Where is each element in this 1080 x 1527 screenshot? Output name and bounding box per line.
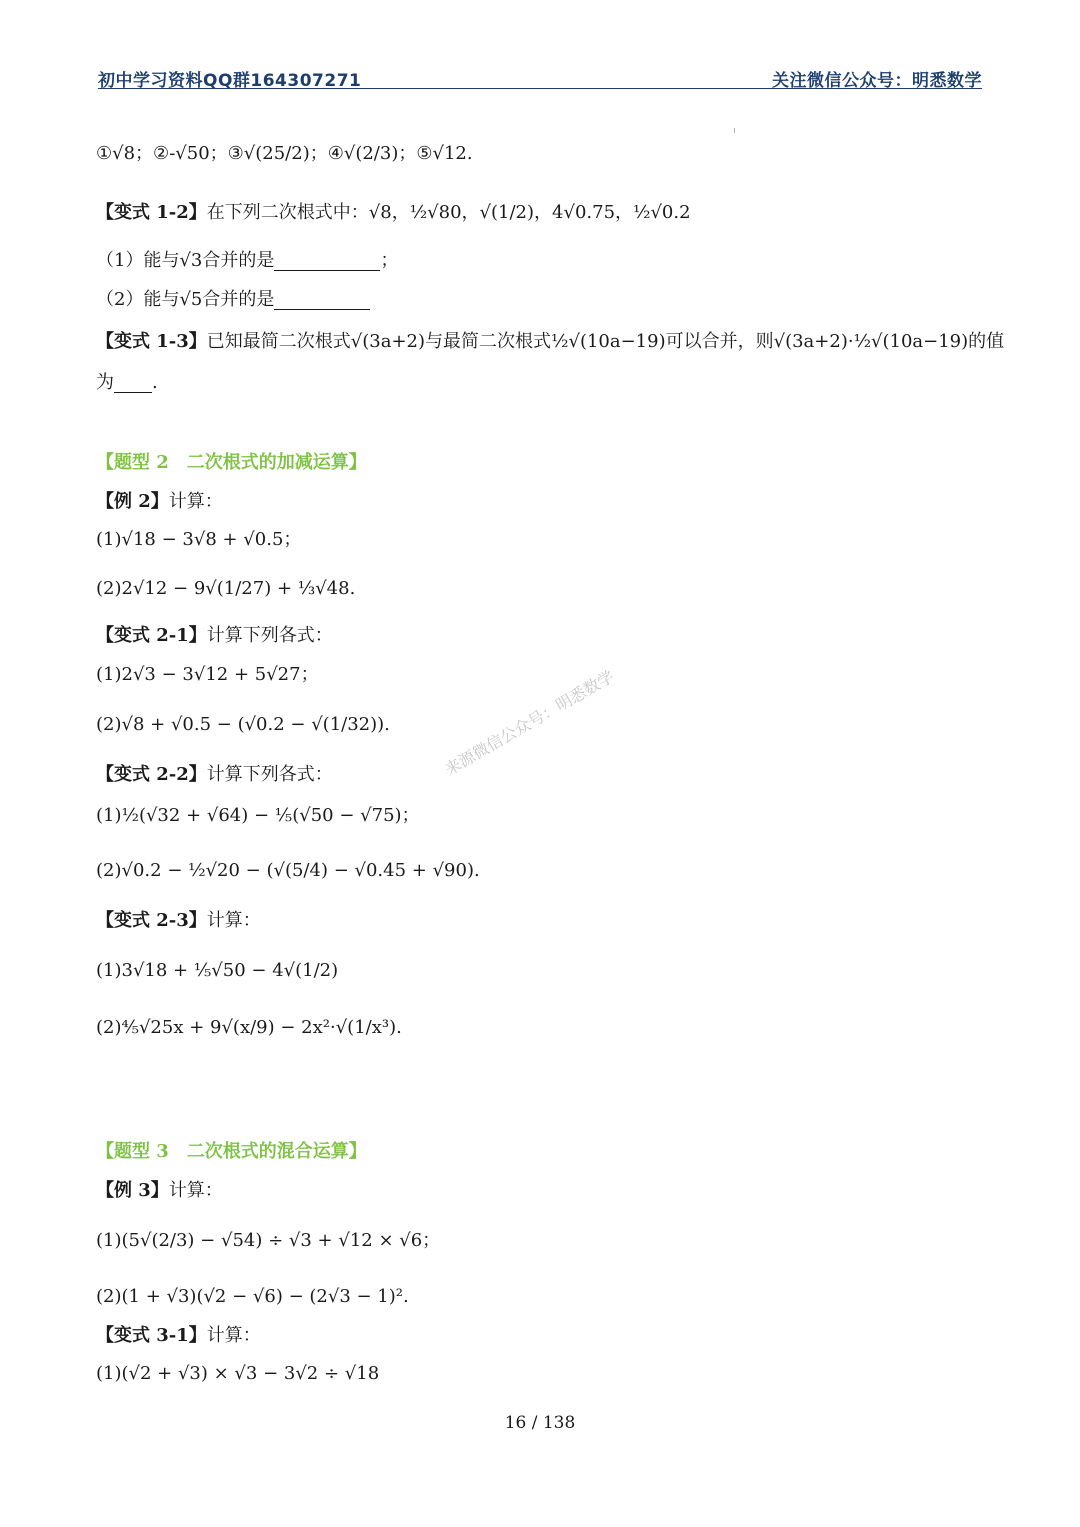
example-3-item-2: (2)(1 + √3)(√2 − √6) − (2√3 − 1)². (96, 1286, 409, 1307)
variant-3-1 (96, 1327, 261, 1345)
page-number: 16 / 138 (504, 1413, 576, 1433)
variant-2-3 (96, 912, 261, 930)
variant-text: 计算下列各式： (206, 625, 333, 646)
variant-2-2 (96, 766, 333, 784)
example-text: 计算： (168, 1180, 223, 1201)
variant-text: 计算： (206, 910, 261, 931)
variant-2-2-item-1: (1)½(√32 + √64) − ⅕(√50 − √75)； (96, 805, 420, 826)
header-left: 初中学习资料QQ群164307271 (98, 71, 362, 91)
variant-tag: 【变式 1-2】 (96, 202, 207, 223)
watermark: 来源微信公众号：明悉数学 (441, 666, 618, 780)
answer-blank (274, 252, 380, 271)
example-text: 计算： (168, 491, 223, 512)
answer-blank (114, 374, 152, 393)
question-text: （2）能与√5合并的是 (96, 289, 275, 310)
variant-2-2-item-2: (2)√0.2 − ½√20 − (√(5/4) − √0.45 + √90). (96, 860, 480, 881)
question-end: ； (380, 250, 399, 271)
section-title-2: 【题型 2 二次根式的加减运算】 (96, 452, 367, 473)
scan-speck (734, 128, 735, 133)
variant-2-1 (96, 627, 333, 645)
header-right: 关注微信公众号：明悉数学 (772, 71, 982, 91)
variant-tag: 【变式 3-1】 (96, 1325, 207, 1346)
variant-2-3-item-1: (1)3√18 + ⅕√50 − 4√(1/2) (96, 960, 339, 981)
variant-2-3-item-2: (2)⅘√25x + 9√(x/9) − 2x²·√(1/x³). (96, 1017, 402, 1038)
variant-text: 在下列二次根式中：√8，½√80，√(1/2)，4√0.75，½√0.2 (206, 202, 691, 223)
variant-tag: 【变式 1-3】 (96, 331, 207, 352)
example-2-item-1: (1)√18 − 3√8 + √0.5； (96, 529, 302, 550)
variant-tag: 【变式 2-3】 (96, 910, 207, 931)
variant-2-1-item-2: (2)√8 + √0.5 − (√0.2 − √(1/32)). (96, 714, 390, 735)
question-text: （1）能与√3合并的是 (96, 250, 275, 271)
page-header (98, 66, 982, 89)
variant-1-2-q1 (96, 252, 398, 271)
variant-1-3-cont (96, 374, 158, 393)
variant-tag: 【变式 2-2】 (96, 764, 207, 785)
variant-tag: 【变式 2-1】 (96, 625, 207, 646)
example-2-item-2: (2)2√12 − 9√(1/27) + ⅓√48. (96, 578, 356, 599)
variant-1-3 (96, 333, 1004, 351)
variant-text-cont: 为 (96, 372, 114, 393)
example-tag: 【例 3】 (96, 1180, 169, 1201)
example-tag: 【例 2】 (96, 491, 169, 512)
variant-text: 计算下列各式： (206, 764, 333, 785)
variant-1-2-q2 (96, 291, 370, 310)
section-title-3: 【题型 3 二次根式的混合运算】 (96, 1141, 367, 1162)
variant-2-1-item-1: (1)2√3 − 3√12 + 5√27； (96, 664, 319, 685)
answer-blank (274, 291, 370, 310)
variant-text: 已知最简二次根式√(3a+2)与最简二次根式½√(10a−19)可以合并，则√(3a+2)·½√(10a−19)的值 (206, 331, 1005, 352)
text-end: . (152, 372, 158, 393)
variant-1-2 (96, 204, 691, 222)
example-3 (96, 1182, 223, 1200)
exercise-list-line: ①√8；②-√50；③√(25/2)；④√(2/3)；⑤√12. (96, 143, 473, 164)
example-2 (96, 493, 223, 511)
variant-text: 计算： (206, 1325, 261, 1346)
variant-3-1-item-1: (1)(√2 + √3) × √3 − 3√2 ÷ √18 (96, 1363, 380, 1384)
example-3-item-1: (1)(5√(2/3) − √54) ÷ √3 + √12 × √6； (96, 1230, 441, 1251)
